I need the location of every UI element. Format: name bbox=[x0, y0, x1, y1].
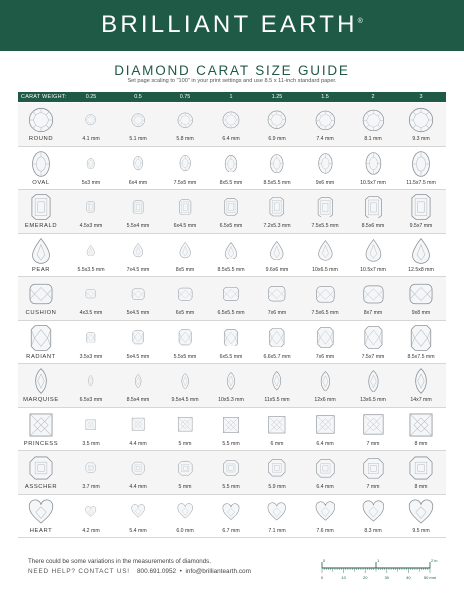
size-measurement: 5 mm bbox=[178, 484, 192, 490]
oval-diamond-icon bbox=[177, 155, 193, 171]
size-measurement: 5.8 mm bbox=[176, 136, 194, 142]
round-diamond-icon bbox=[315, 110, 336, 131]
heart-diamond-icon bbox=[222, 503, 240, 521]
oval-diamond-icon bbox=[85, 158, 96, 169]
pear-diamond-icon bbox=[267, 241, 287, 261]
size-measurement: 4.1 mm bbox=[82, 136, 100, 142]
size-measurement: 7.1 mm bbox=[268, 527, 286, 534]
size-measurement: 6x4 mm bbox=[128, 179, 148, 186]
size-measurement: 5.5x3.5 mm bbox=[77, 266, 105, 273]
size-measurement: 4.2 mm bbox=[82, 527, 100, 534]
oval-diamond-icon bbox=[267, 154, 287, 174]
asscher-diamond-icon bbox=[222, 459, 240, 477]
cushion-diamond-icon bbox=[131, 287, 145, 301]
cushion-diamond-icon bbox=[177, 286, 193, 302]
size-measurement: 7.5x6.5 mm bbox=[311, 310, 339, 316]
oval-diamond-icon bbox=[362, 152, 385, 175]
size-measurement: 11.5x7.5 mm bbox=[406, 179, 436, 186]
table-row bbox=[18, 321, 446, 365]
size-measurement: 7.4 mm bbox=[316, 136, 334, 142]
size-measurement: 5.5x5 mm bbox=[173, 353, 197, 360]
size-measurement: 8x5.5 mm bbox=[219, 179, 243, 186]
princess-diamond-icon bbox=[408, 412, 434, 438]
princess-diamond-icon bbox=[362, 413, 385, 436]
size-measurement: 9.5 mm bbox=[412, 527, 430, 534]
carat-header-3: 1 bbox=[229, 94, 233, 100]
size-measurement: 6.4 mm bbox=[222, 136, 240, 142]
email-link[interactable]: info@brilliantearth.com bbox=[185, 568, 251, 575]
size-measurement: 6.6x5.7 mm bbox=[263, 353, 291, 360]
emerald-diamond-icon bbox=[85, 201, 96, 212]
contact-line bbox=[28, 568, 251, 575]
size-measurement: 6x4.5 mm bbox=[173, 223, 197, 229]
ruler-inch-label: 1 bbox=[377, 558, 380, 563]
ruler-inch-label: 0 bbox=[323, 558, 326, 563]
size-measurement: 5 mm bbox=[178, 440, 192, 447]
table-row bbox=[18, 190, 446, 234]
size-measurement: 8.5x7.5 mm bbox=[407, 353, 435, 360]
size-measurement: 10x6.5 mm bbox=[312, 266, 338, 273]
size-measurement: 8.5x4 mm bbox=[126, 397, 150, 403]
size-measurement: 8.5x5.5 mm bbox=[263, 179, 291, 186]
table-row bbox=[18, 103, 446, 147]
round-diamond-icon bbox=[362, 109, 385, 132]
size-measurement: 6.4 mm bbox=[316, 440, 334, 447]
size-measurement: 7x6 mm bbox=[315, 353, 335, 360]
registered-mark: ® bbox=[357, 18, 363, 25]
cushion-diamond-icon bbox=[362, 283, 385, 306]
emerald-diamond-icon bbox=[362, 196, 385, 219]
radiant-diamond-icon bbox=[267, 328, 287, 348]
radiant-diamond-icon bbox=[131, 330, 145, 344]
brand-logo[interactable] bbox=[0, 11, 464, 39]
cushion-diamond-icon bbox=[267, 284, 287, 304]
size-measurement: 11x5.5 mm bbox=[264, 397, 290, 403]
round-diamond-icon bbox=[222, 111, 240, 129]
oval-diamond-icon bbox=[131, 156, 145, 170]
table-row bbox=[18, 147, 446, 191]
size-measurement: 5.5 mm bbox=[222, 484, 240, 490]
size-measurement: 4x3.5 mm bbox=[79, 310, 103, 316]
brand-name: BRILLIANT EARTH bbox=[101, 11, 358, 38]
emerald-diamond-icon bbox=[131, 200, 145, 214]
table-row bbox=[18, 495, 446, 539]
pear-diamond-icon bbox=[408, 238, 434, 264]
size-measurement: 7 mm bbox=[366, 440, 380, 447]
radiant-diamond-icon bbox=[85, 332, 96, 343]
cushion-diamond-icon bbox=[28, 281, 54, 307]
shape-label: MARQUISE bbox=[23, 397, 59, 403]
size-measurement: 8.5x5.5 mm bbox=[217, 266, 245, 273]
carat-header-5: 1.5 bbox=[321, 94, 329, 100]
heart-diamond-icon bbox=[315, 501, 336, 522]
size-measurement: 7.5x5.5 mm bbox=[311, 223, 339, 229]
size-measurement: 6.0 mm bbox=[176, 527, 194, 534]
size-measurement: 12x6 mm bbox=[314, 397, 336, 403]
pear-diamond-icon bbox=[131, 243, 145, 257]
carat-header-row bbox=[18, 92, 446, 102]
ruler-mm-label: 10 bbox=[341, 575, 346, 580]
shape-label: PRINCESS bbox=[23, 440, 59, 447]
radiant-diamond-icon bbox=[177, 329, 193, 345]
size-measurement: 9x6 mm bbox=[315, 179, 335, 186]
radiant-diamond-icon bbox=[315, 327, 336, 348]
shape-label: EMERALD bbox=[24, 223, 58, 229]
size-measurement: 3.5 mm bbox=[82, 440, 100, 447]
round-diamond-icon bbox=[408, 107, 434, 133]
size-measurement: 4.5x3 mm bbox=[79, 223, 103, 229]
emerald-diamond-icon bbox=[222, 198, 240, 216]
round-diamond-icon bbox=[131, 113, 145, 127]
princess-diamond-icon bbox=[267, 415, 287, 435]
phone-link[interactable]: 800.691.0952 bbox=[137, 568, 177, 575]
carat-header-0: 0.25 bbox=[85, 94, 97, 100]
table-row bbox=[18, 234, 446, 278]
size-measurement: 10.5x7 mm bbox=[360, 179, 386, 186]
princess-diamond-icon bbox=[28, 412, 54, 438]
asscher-diamond-icon bbox=[85, 462, 96, 473]
shape-label: PEAR bbox=[31, 266, 51, 273]
heart-diamond-icon bbox=[85, 506, 96, 517]
pear-diamond-icon bbox=[222, 242, 240, 260]
size-measurement: 10.5x7 mm bbox=[360, 266, 386, 273]
heart-diamond-icon bbox=[408, 499, 434, 525]
size-measurement: 5.5x4 mm bbox=[126, 223, 150, 229]
ruler-inch-label: 2 in bbox=[431, 558, 438, 563]
size-measurement: 5.1 mm bbox=[129, 136, 147, 142]
carat-header-1: 0.5 bbox=[134, 94, 142, 100]
round-diamond-icon bbox=[85, 114, 96, 125]
princess-diamond-icon bbox=[315, 414, 336, 435]
size-measurement: 9.5x7 mm bbox=[409, 223, 433, 229]
size-measurement: 14x7 mm bbox=[410, 397, 432, 403]
cushion-diamond-icon bbox=[315, 284, 336, 305]
marquise-diamond-icon bbox=[177, 373, 193, 389]
oval-diamond-icon bbox=[222, 155, 240, 173]
size-measurement: 8x5 mm bbox=[175, 266, 195, 273]
print-instructions: Set page scaling to "100" in your print settings and use 8.5 x 11-inch standard paper. bbox=[127, 78, 337, 84]
size-measurement: 9.6x6 mm bbox=[265, 266, 289, 273]
size-measurement: 7 mm bbox=[366, 484, 380, 490]
size-measurement: 6.9 mm bbox=[268, 136, 286, 142]
princess-diamond-icon bbox=[222, 416, 240, 434]
asscher-diamond-icon bbox=[267, 458, 287, 478]
shape-label: ROUND bbox=[28, 136, 54, 142]
marquise-diamond-icon bbox=[315, 371, 336, 392]
radiant-diamond-icon bbox=[408, 325, 434, 351]
carat-weight-label: CARAT WEIGHT: bbox=[21, 94, 67, 100]
marquise-diamond-icon bbox=[222, 372, 240, 390]
size-measurement: 6.5x5 mm bbox=[219, 223, 243, 229]
ruler-mm-label: 50 mm bbox=[423, 575, 437, 580]
size-measurement: 6x5 mm bbox=[175, 310, 195, 316]
radiant-diamond-icon bbox=[362, 326, 385, 349]
asscher-diamond-icon bbox=[131, 461, 145, 475]
pear-diamond-icon bbox=[362, 239, 385, 262]
oval-diamond-icon bbox=[315, 153, 336, 174]
princess-diamond-icon bbox=[131, 417, 145, 431]
size-measurement: 5x4.5 mm bbox=[126, 353, 150, 360]
size-measurement: 8.3 mm bbox=[364, 527, 382, 534]
size-measurement: 13x6.5 mm bbox=[360, 397, 386, 403]
measurement-ruler bbox=[320, 558, 440, 582]
table-row bbox=[18, 277, 446, 321]
header-bar bbox=[0, 0, 464, 51]
asscher-diamond-icon bbox=[315, 458, 336, 479]
heart-diamond-icon bbox=[177, 503, 193, 519]
heart-diamond-icon bbox=[267, 502, 287, 522]
size-measurement: 5.4 mm bbox=[129, 527, 147, 534]
marquise-diamond-icon bbox=[408, 368, 434, 394]
size-measurement: 7.5x7 mm bbox=[361, 353, 385, 360]
carat-header-4: 1.25 bbox=[271, 94, 283, 100]
shape-label: CUSHION bbox=[25, 310, 57, 316]
size-measurement: 8 mm bbox=[414, 484, 428, 490]
shape-label: OVAL bbox=[32, 179, 50, 186]
princess-diamond-icon bbox=[85, 419, 96, 430]
emerald-diamond-icon bbox=[408, 194, 434, 220]
radiant-diamond-icon bbox=[28, 325, 54, 351]
emerald-diamond-icon bbox=[28, 194, 54, 220]
heart-diamond-icon bbox=[131, 504, 145, 518]
table-row bbox=[18, 451, 446, 495]
pear-diamond-icon bbox=[315, 240, 336, 261]
cushion-diamond-icon bbox=[85, 288, 96, 299]
size-measurement: 10x5.3 mm bbox=[218, 397, 244, 403]
shape-label: HEART bbox=[29, 527, 53, 534]
emerald-diamond-icon bbox=[315, 197, 336, 218]
help-label: NEED HELP? CONTACT US! bbox=[28, 568, 130, 575]
size-measurement: 6.4 mm bbox=[316, 484, 334, 490]
table-row bbox=[18, 408, 446, 452]
size-measurement: 6x5.5 mm bbox=[219, 353, 243, 360]
round-diamond-icon bbox=[177, 112, 193, 128]
size-measurement: 3.5x3 mm bbox=[79, 353, 103, 360]
size-measurement: 5x4.5 mm bbox=[126, 310, 150, 316]
size-measurement: 4.4 mm bbox=[129, 440, 147, 447]
size-measurement: 5x3 mm bbox=[81, 179, 101, 186]
size-measurement: 5.5 mm bbox=[222, 440, 240, 447]
size-measurement: 4.4 mm bbox=[129, 484, 147, 490]
marquise-diamond-icon bbox=[131, 374, 145, 388]
pear-diamond-icon bbox=[85, 245, 96, 256]
asscher-diamond-icon bbox=[177, 460, 193, 476]
size-measurement: 6.7 mm bbox=[222, 527, 240, 534]
size-measurement: 6.5x3 mm bbox=[79, 397, 103, 403]
size-measurement: 3.7 mm bbox=[82, 484, 100, 490]
measurement-note: There could be some variations in the measurements of diamonds. bbox=[28, 558, 211, 565]
cushion-diamond-icon bbox=[222, 285, 240, 303]
ruler-mm-label: 20 bbox=[362, 575, 368, 580]
size-measurement: 7x6 mm bbox=[267, 310, 287, 316]
size-measurement: 7.2x5.3 mm bbox=[263, 223, 291, 229]
size-measurement: 6.5x5.5 mm bbox=[217, 310, 245, 316]
marquise-diamond-icon bbox=[267, 371, 287, 391]
size-measurement: 8x7 mm bbox=[363, 310, 383, 316]
shape-label: ASSCHER bbox=[24, 484, 58, 490]
marquise-diamond-icon bbox=[28, 368, 54, 394]
size-measurement: 5.9 mm bbox=[268, 484, 286, 490]
size-measurement: 7x4.5 mm bbox=[126, 266, 150, 273]
size-measurement: 9.5x4.5 mm bbox=[171, 397, 199, 403]
pear-diamond-icon bbox=[28, 238, 54, 264]
size-measurement: 9.3 mm bbox=[412, 136, 430, 142]
pear-diamond-icon bbox=[177, 242, 193, 258]
asscher-diamond-icon bbox=[28, 455, 54, 481]
carat-header-2: 0.75 bbox=[179, 94, 191, 100]
ruler-mm-label: 30 bbox=[384, 575, 390, 580]
oval-diamond-icon bbox=[408, 151, 434, 177]
round-diamond-icon bbox=[267, 110, 287, 130]
round-diamond-icon bbox=[28, 107, 54, 133]
cushion-diamond-icon bbox=[408, 281, 434, 307]
ruler-mm-label: 40 bbox=[406, 575, 411, 580]
ruler-mm-label: 0 bbox=[320, 575, 324, 580]
size-measurement: 12.5x8 mm bbox=[408, 266, 434, 273]
radiant-diamond-icon bbox=[222, 329, 240, 347]
heart-diamond-icon bbox=[362, 500, 385, 523]
carat-header-7: 3 bbox=[419, 94, 423, 100]
heart-diamond-icon bbox=[28, 499, 54, 525]
size-measurement: 9x8 mm bbox=[411, 310, 431, 316]
page-title: DIAMOND CARAT SIZE GUIDE bbox=[114, 63, 350, 78]
marquise-diamond-icon bbox=[85, 375, 96, 386]
marquise-diamond-icon bbox=[362, 370, 385, 393]
emerald-diamond-icon bbox=[267, 197, 287, 217]
asscher-diamond-icon bbox=[408, 455, 434, 481]
size-measurement: 6 mm bbox=[270, 440, 284, 447]
oval-diamond-icon bbox=[28, 151, 54, 177]
princess-diamond-icon bbox=[177, 416, 193, 432]
asscher-diamond-icon bbox=[362, 457, 385, 480]
size-measurement: 7.5x5 mm bbox=[173, 179, 197, 186]
shape-label: RADIANT bbox=[26, 353, 56, 360]
separator-dot: • bbox=[179, 568, 182, 575]
size-measurement: 8 mm bbox=[414, 440, 428, 447]
size-measurement: 8.1 mm bbox=[364, 136, 382, 142]
size-measurement: 8.5x6 mm bbox=[361, 223, 385, 229]
table-row bbox=[18, 364, 446, 408]
carat-header-6: 2 bbox=[371, 94, 375, 100]
size-measurement: 7.6 mm bbox=[316, 527, 334, 534]
emerald-diamond-icon bbox=[177, 199, 193, 215]
